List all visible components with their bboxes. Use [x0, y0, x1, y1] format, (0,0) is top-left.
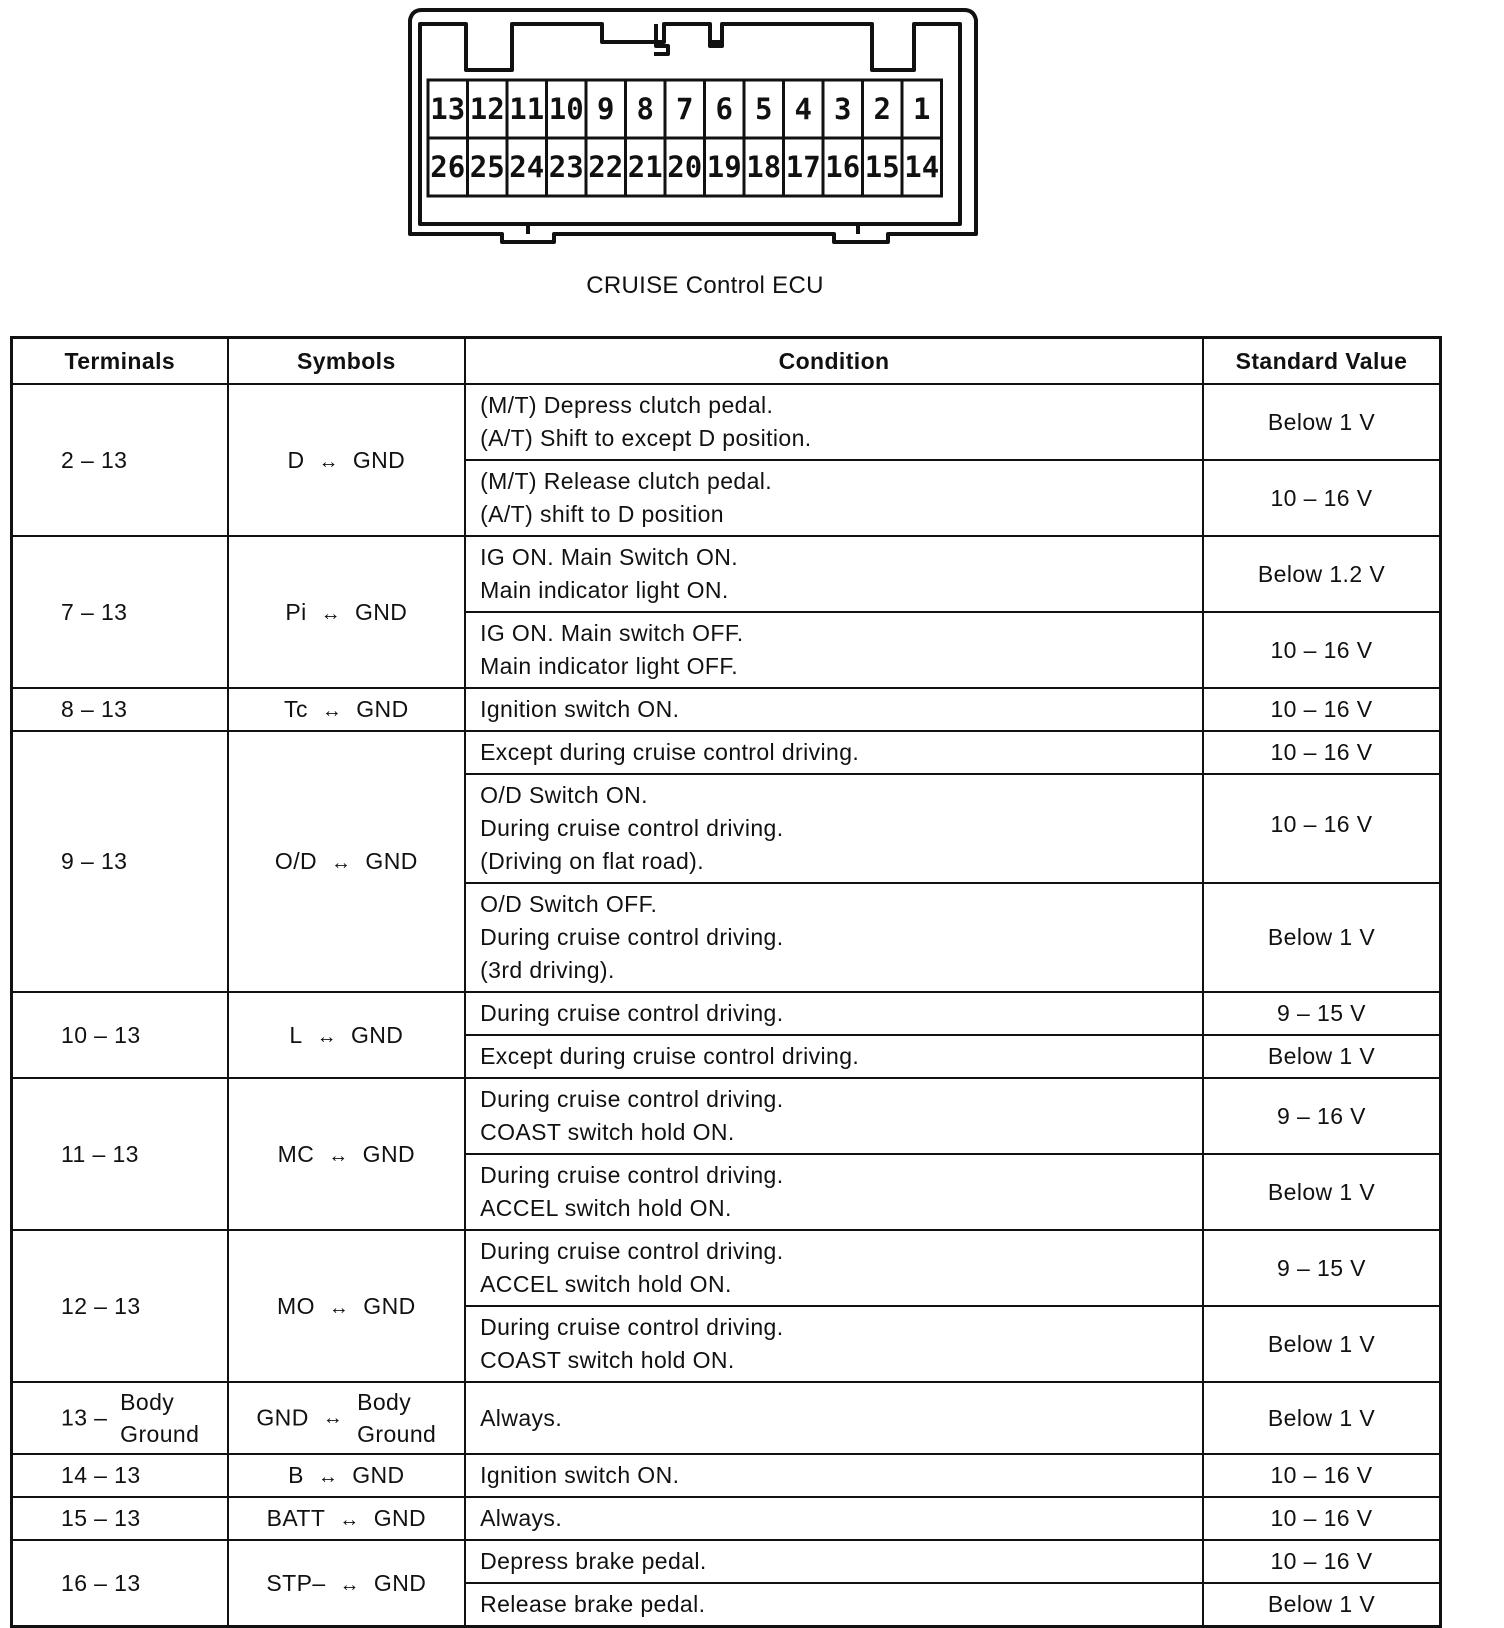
ground-text: GND — [362, 1140, 415, 1167]
value-cell: 10 – 16 V — [1203, 612, 1441, 688]
condition-cell — [465, 774, 1203, 883]
ground-text: GND — [352, 1462, 405, 1488]
condition-line: During cruise control driving. — [480, 924, 784, 950]
condition-line: COAST switch hold ON. — [480, 1347, 735, 1373]
value-cell: 9 – 16 V — [1203, 1078, 1441, 1154]
connector-pin-label: 8 — [636, 92, 654, 126]
condition-line: (M/T) Depress clutch pedal. — [480, 392, 774, 418]
symbol-cell — [228, 992, 465, 1078]
connector-pin-label: 20 — [667, 150, 703, 184]
condition-line: Ignition switch ON. — [480, 696, 680, 722]
connector-pin-label: 2 — [873, 92, 891, 126]
value-cell: 9 – 15 V — [1203, 992, 1441, 1035]
symbol-text: STP– — [266, 1569, 326, 1596]
condition-cell — [465, 1454, 1203, 1497]
connector-pin-label: 5 — [755, 92, 773, 126]
bidirectional-arrow-icon: ↔ — [328, 1144, 349, 1167]
bidirectional-arrow-icon: ↔ — [322, 1406, 344, 1429]
connector-pin-label: 16 — [825, 150, 861, 184]
connector-pin-label: 9 — [597, 92, 615, 126]
condition-cell — [465, 1230, 1203, 1306]
condition-line: Always. — [480, 1404, 563, 1431]
bidirectional-arrow-icon: ↔ — [328, 1296, 350, 1319]
condition-line: During cruise control driving. — [480, 1238, 784, 1264]
bidirectional-arrow-icon: ↔ — [320, 602, 341, 625]
ground-text: GND — [373, 1505, 427, 1531]
symbol-cell — [228, 1230, 465, 1382]
condition-cell — [465, 688, 1203, 731]
symbol-text: D — [287, 446, 305, 473]
terminal-cell — [12, 1382, 228, 1454]
symbol-cell — [228, 1497, 465, 1540]
connector-pin-label: 18 — [746, 150, 782, 184]
value-cell: Below 1 V — [1203, 1306, 1441, 1382]
terminal-cell: 10 – 13 — [12, 992, 228, 1078]
condition-cell — [465, 1035, 1203, 1078]
condition-cell — [465, 1540, 1203, 1583]
value-cell: Below 1 V — [1203, 883, 1441, 992]
table-row — [12, 688, 1441, 731]
condition-line: IG ON. Main switch OFF. — [480, 620, 744, 646]
terminal-voltage-table — [10, 336, 1442, 1628]
connector-pin-label: 17 — [785, 150, 821, 184]
condition-line: Always. — [480, 1505, 563, 1531]
symbol-text: GND — [256, 1404, 309, 1431]
value-cell: 9 – 15 V — [1203, 1230, 1441, 1306]
ground-text: GND — [363, 1292, 416, 1319]
table-row — [12, 992, 1441, 1035]
condition-cell — [465, 612, 1203, 688]
terminal-suffix — [120, 1386, 199, 1450]
terminal-cell: 14 – 13 — [12, 1454, 228, 1497]
connector-pin-label: 19 — [706, 150, 742, 184]
connector-outer-shell — [410, 10, 976, 242]
diagram-caption: CRUISE Control ECU — [586, 272, 824, 299]
ground-text: GND — [365, 848, 418, 874]
condition-line: Depress brake pedal. — [480, 1548, 707, 1574]
value-cell: 10 – 16 V — [1203, 460, 1441, 536]
condition-line: ACCEL switch hold ON. — [480, 1271, 732, 1297]
bidirectional-arrow-icon: ↔ — [339, 1573, 360, 1596]
condition-cell — [465, 992, 1203, 1035]
symbol-cell — [228, 536, 465, 688]
connector-pin-label: 12 — [469, 92, 505, 126]
terminal-prefix: 13 – — [61, 1404, 108, 1431]
connector-pin-label: 22 — [588, 150, 624, 184]
symbol-text: MC — [277, 1140, 315, 1167]
value-cell: Below 1 V — [1203, 384, 1441, 460]
value-cell: Below 1 V — [1203, 1382, 1441, 1454]
value-cell: 10 – 16 V — [1203, 731, 1441, 774]
condition-line: Main indicator light OFF. — [480, 653, 739, 679]
terminal-cell: 15 – 13 — [12, 1497, 228, 1540]
condition-cell — [465, 883, 1203, 992]
value-cell: Below 1 V — [1203, 1035, 1441, 1078]
bidirectional-arrow-icon: ↔ — [318, 450, 339, 473]
connector-pin-label: 23 — [548, 150, 584, 184]
terminal-cell: 16 – 13 — [12, 1540, 228, 1627]
connector-pin-label: 14 — [904, 150, 940, 184]
bidirectional-arrow-icon: ↔ — [339, 1509, 360, 1531]
condition-line: Main indicator light ON. — [480, 577, 729, 603]
condition-line: (A/T) Shift to except D position. — [480, 425, 812, 451]
condition-cell — [465, 536, 1203, 612]
table-row — [12, 536, 1441, 612]
symbol-text: BATT — [266, 1505, 326, 1531]
condition-cell — [465, 1306, 1203, 1382]
condition-line: (3rd driving). — [480, 957, 615, 983]
table-row — [12, 1454, 1441, 1497]
terminal-suffix-line: Body — [120, 1389, 175, 1415]
value-cell: 10 – 16 V — [1203, 774, 1441, 883]
connector-pin-label: 13 — [430, 92, 466, 126]
ground-text — [357, 1386, 436, 1450]
condition-line: During cruise control driving. — [480, 1314, 784, 1340]
header-symbols: Symbols — [228, 338, 465, 385]
connector-pin-label: 25 — [469, 150, 505, 184]
value-cell: Below 1.2 V — [1203, 536, 1441, 612]
ground-text: GND — [355, 598, 408, 625]
symbol-text: Tc — [284, 696, 308, 722]
symbol-text: MO — [277, 1292, 315, 1319]
condition-line: O/D Switch OFF. — [480, 891, 658, 917]
bidirectional-arrow-icon: ↔ — [317, 1466, 339, 1488]
condition-cell — [465, 1583, 1203, 1627]
bidirectional-arrow-icon: ↔ — [331, 852, 352, 874]
connector-pin-label: 11 — [509, 92, 545, 126]
terminal-cell: 9 – 13 — [12, 731, 228, 992]
condition-line: COAST switch hold ON. — [480, 1119, 735, 1145]
header-condition: Condition — [465, 338, 1203, 385]
symbol-cell — [228, 688, 465, 731]
bidirectional-arrow-icon: ↔ — [321, 700, 343, 722]
condition-cell — [465, 1154, 1203, 1230]
condition-line: During cruise control driving. — [480, 1086, 784, 1112]
condition-line: Release brake pedal. — [480, 1591, 706, 1617]
ground-text-line: Ground — [357, 1421, 437, 1447]
connector-pin-label: 4 — [794, 92, 812, 126]
value-cell: 10 – 16 V — [1203, 688, 1441, 731]
table-row — [12, 1497, 1441, 1540]
connector-pin-row-bottom — [428, 138, 942, 196]
terminal-cell: 11 – 13 — [12, 1078, 228, 1230]
condition-cell — [465, 1497, 1203, 1540]
condition-line: (A/T) shift to D position — [480, 501, 724, 527]
table-row — [12, 731, 1441, 774]
connector-diagram — [404, 2, 1004, 254]
table-row — [12, 1382, 1441, 1454]
connector-pin-label: 24 — [509, 150, 545, 184]
ground-text: GND — [350, 1021, 404, 1048]
value-cell: 10 – 16 V — [1203, 1454, 1441, 1497]
condition-cell — [465, 1078, 1203, 1154]
connector-pin-label: 21 — [627, 150, 663, 184]
ground-text: GND — [356, 696, 409, 722]
condition-line: ACCEL switch hold ON. — [480, 1195, 732, 1221]
ground-text: GND — [373, 1569, 427, 1596]
condition-line: (Driving on flat road). — [480, 848, 705, 874]
symbol-cell — [228, 731, 465, 992]
connector-pin-label: 7 — [676, 92, 694, 126]
symbol-cell — [228, 1454, 465, 1497]
terminal-cell: 2 – 13 — [12, 384, 228, 536]
connector-pin-label: 3 — [834, 92, 852, 126]
header-terminals: Terminals — [12, 338, 228, 385]
connector-pin-label: 1 — [913, 92, 931, 126]
value-cell: 10 – 16 V — [1203, 1497, 1441, 1540]
condition-line: During cruise control driving. — [480, 815, 784, 841]
symbol-cell — [228, 1078, 465, 1230]
table-header-row — [12, 338, 1441, 385]
connector-pin-label: 26 — [430, 150, 466, 184]
symbol-text: L — [289, 1021, 303, 1048]
condition-cell — [465, 384, 1203, 460]
table-row — [12, 1078, 1441, 1154]
symbol-cell — [228, 1382, 465, 1454]
condition-cell — [465, 460, 1203, 536]
condition-line: Except during cruise control driving. — [480, 739, 860, 765]
condition-cell — [465, 1382, 1203, 1454]
terminal-cell: 8 – 13 — [12, 688, 228, 731]
value-cell: 10 – 16 V — [1203, 1540, 1441, 1583]
condition-line: (M/T) Release clutch pedal. — [480, 468, 773, 494]
symbol-text: Pi — [285, 598, 307, 625]
ground-text: GND — [352, 446, 406, 473]
connector-pin-label: 15 — [864, 150, 900, 184]
condition-line: During cruise control driving. — [480, 1162, 784, 1188]
connector-pin-label: 6 — [715, 92, 733, 126]
symbol-text: O/D — [274, 848, 317, 874]
connector-pin-label: 10 — [548, 92, 584, 126]
connector-pin-row-top — [428, 80, 942, 138]
terminal-cell: 12 – 13 — [12, 1230, 228, 1382]
ground-text-line: Body — [357, 1389, 412, 1415]
condition-line: IG ON. Main Switch ON. — [480, 544, 739, 570]
condition-line: During cruise control driving. — [480, 1000, 784, 1026]
condition-line: Ignition switch ON. — [480, 1462, 680, 1488]
symbol-text: B — [288, 1462, 304, 1488]
table-row — [12, 384, 1441, 460]
table-row — [12, 1540, 1441, 1583]
condition-line: O/D Switch ON. — [480, 782, 648, 808]
condition-line: Except during cruise control driving. — [480, 1043, 860, 1069]
terminal-cell: 7 – 13 — [12, 536, 228, 688]
symbol-cell — [228, 1540, 465, 1627]
table-row — [12, 1230, 1441, 1306]
terminal-suffix-line: Ground — [120, 1421, 200, 1447]
header-standard-value: Standard Value — [1203, 338, 1441, 385]
symbol-cell — [228, 384, 465, 536]
condition-cell — [465, 731, 1203, 774]
bidirectional-arrow-icon: ↔ — [316, 1025, 337, 1048]
value-cell: Below 1 V — [1203, 1154, 1441, 1230]
value-cell: Below 1 V — [1203, 1583, 1441, 1627]
